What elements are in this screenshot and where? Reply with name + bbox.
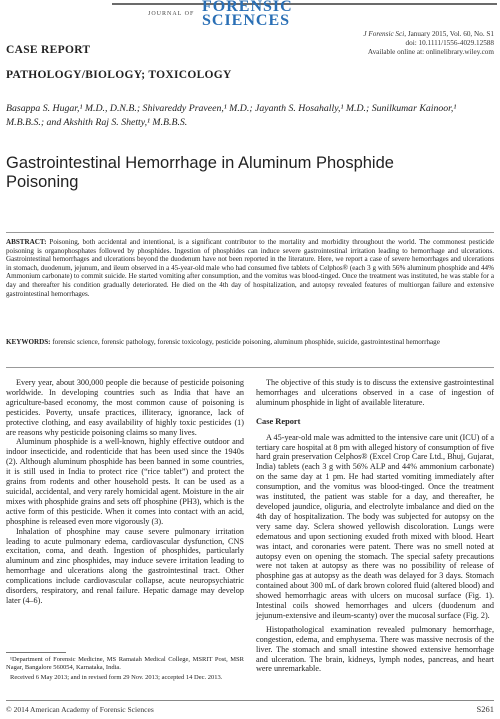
abstract [6,238,494,298]
citation-block [304,30,494,57]
body-column-right [256,378,494,674]
article-title: Gastrointestinal Hemorrhage in Aluminum Phosphide Poisoning [6,154,394,191]
footnote-rule [6,652,66,653]
journal-masthead [0,0,500,34]
footnote-received: Received 6 May 2013; and in revised form 29 Nov. 2013; accepted 14 Dec. 2013. [10,674,223,681]
category-heading: PATHOLOGY/BIOLOGY; TOXICOLOGY [6,69,232,81]
online-availability: Available online at: onlinelibrary.wiley.com [367,48,494,56]
abstract-top-rule [6,232,494,233]
copyright: © 2014 American Academy of Forensic Sciences [6,705,154,714]
author-list: Basappa S. Hugar,¹ M.D., D.N.B.; Shivareddy Praveen,¹ M.D.; Jayanth S. Hosahally,¹ M.D.; Sunilkumar Kainoor,¹ M.B.B.S.; and Akshith Raj S. Shetty,¹ M.B.B.S. [6,103,457,128]
section-heading: CASE REPORT [6,44,91,56]
abstract-label: ABSTRACT: [6,238,47,246]
journal-name-sciences: SCIENCES [202,12,291,29]
body-column-left [6,378,244,606]
abstract-bottom-rule [6,367,494,368]
page-number: S261 [476,704,494,714]
paragraph: Histopathological examination revealed pulmonary hemorrhage, congestion, edema, and emphysema. There was massive necrosis of the liver. The stomach and small intestine showed extensive hemorrhage and ulceration. The brain, kidneys, lymph nodes, pancreas, and heart were unremarkable. [256,624,494,674]
keywords-label: KEYWORDS: [6,338,51,346]
paragraph: Aluminum phosphide is a well-known, highly effective outdoor and indoor insecticide, and rodenticide that has been used since the 1940s (2). Although aluminum phosphide has been banned in some countries, it is still used in India to protect rice (“rice tablet”) and protect the grains from rodents and other household pests. It can be used as a suicidal, accidental, and very rarely homicidal agent. Moisture in the air mixes with phosphide grains and sets off phosphine (PH3), which is the active form of this pesticide. When it comes into contact with an acid, phosphine is released even more vigorously (3). [6,437,244,526]
paragraph: Every year, about 300,000 people die because of pesticide poisoning worldwide. In developing countries such as India that have an agriculture-based economy, the most common cause of poisoning is pesticides. Poverty, unsafe practices, illiteracy, ignorance, lack of protective clothing, and easy availability of highly toxic pesticides (1) are reasons why pesticide poisoning claims so many lives. [6,378,244,437]
footer-rule [6,700,494,701]
keywords-text: forensic science, forensic pathology, forensic toxicology, pesticide poisoning, aluminum phosphide, suicide, gastrointestinal hemorrhage [50,338,440,346]
masthead-bar [112,3,497,5]
journal-abbrev: J Forensic Sci [363,30,405,38]
journal-of-label: JOURNAL OF [148,11,195,17]
issue-info: , January 2015, Vol. 60, No. S1 [404,30,494,38]
paragraph: Inhalation of phosphine may cause severe pulmonary irritation leading to acute pulmonary edema, cardiovascular dysfunction, CNS excitation, coma, and death. Ingestion of phosphides, particularly aluminum and zinc phosphides, may induce severe irritation leading to hemorrhage and ulcerations along the gastrointestinal tract. Other complications include cardiovascular collapse, acute neuropsychiatric disorders, respiratory, and renal failure. Hepatic damage may develop later (4–6). [6,526,244,605]
paragraph: The objective of this study is to discuss the extensive gastrointestinal hemorrhages and ulcerations observed in a case of ingestion of aluminum phosphide in light of available literature. [256,378,494,407]
paragraph: A 45-year-old male was admitted to the intensive care unit (ICU) of a tertiary care hospital at 8 pm with alleged history of consumption of five hard grain preservation Celphos® (Excel Crop Care Ltd., Bhuj, Gujarat, India) tablets (each 3 g with 56% ALP and 44% ammonium carbonate) on the same day at 1 pm. He had started vomiting immediately after consumption, and the vomitus was blood-tinged. Once the treatment was instituted, the patient was stable for a day, and thereafter, he developed jaundice, oliguria, and electrolyte imbalance and died on the 4th day of hospitalization. The body was subjected for autopsy on the very same day. Sclera showed yellowish discoloration. Lungs were edematous and upon sectioning exuded froth mixed with blood. Heart was intact, and coronaries were patent. There was no smell noted at autopsy even on opening the stomach. The special safety precautions were not taken at autopsy as there was no possibility of release of phosphine gas at autopsy as the death was delayed for 3 days. Stomach contained about 300 mL of dark brown colored fluid (altered blood) and showed hemorrhagic areas with ulcers on mucosal surface (Fig. 1). Intestinal coils showed hemorrhages and ulcers (duodenum and jejunum-extensive and ileum-scanty) over the mucosal surface (Fig. 2). [256,432,494,620]
keywords [6,338,494,347]
abstract-text: Poisoning, both accidental and intentional, is a significant contributor to the mortality and morbidity throughout the world. The commonest pesticide poisoning is organophosphates followed by phosphides. Ingestion of phosphides can induce severe gastrointestinal irritation leading to hemorrhage and ulcerations. Gastrointestinal hemorrhages and ulcerations beyond the duodenum have not been reported in the literature. Here, we report a case of severe hemorrhages and ulcerations in stomach, duodenum, jejunum, and ileum observed in a 45-year-old male who had consumed five tablets of Celphos® (each 3 g with 56% aluminum phosphide and 44% Ammonium carbonate) to commit suicide. He started vomiting after consumption, and the vomitus was blood-tinged. Once the treatment was instituted, he was stable for a day and thereafter his condition gradually deteriorated. He died on the 4th day of hospitalization, and autopsy revealed features of multiorgan failure and extensive gastrointestinal hemorrhages. [6,238,494,298]
doi-line: doi: 10.1111/1556-4029.12588 [405,39,494,47]
footnote-affiliation: ¹Department of Forensic Medicine, MS Ramaiah Medical College, MSRIT Post, MSR Nagar, Bangalore 560054, Karnataka, India. [6,656,244,671]
journal-name-forensic: FORENSIC [202,0,293,15]
case-report-heading: Case Report [256,416,301,426]
footnotes [6,656,244,684]
citation-line [304,30,494,39]
